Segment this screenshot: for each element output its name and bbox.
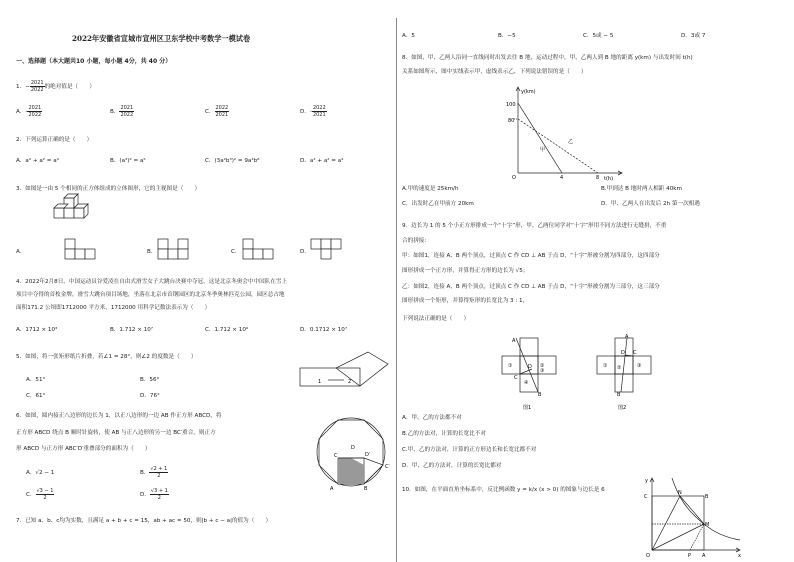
line-yi-label: 乙: [568, 139, 574, 145]
fig2-point-c: C: [633, 350, 637, 356]
q10-coordinate-figure: [642, 476, 752, 562]
q10-x-axis-label: x: [738, 553, 741, 559]
q7-stem: 7．已知 a、b、c均为实数，且满足 a + b + c = 15，ab + ac = 50，则|b + c − a|的值为（ ）: [16, 518, 272, 524]
q3-stem: 3．如图是一由 5 个相同的正方体组成的立体图形，它的主视图是（ ）: [16, 186, 201, 192]
q3-option-c-figure: [242, 238, 276, 262]
q9-option-d[interactable]: D．甲、乙的方法对，计算的长宽比都对: [402, 463, 502, 469]
q9-line3: 甲：如图1，连接 A、B 两个顶点，过顶点 C 作 CD ⊥ AB 于点 D，“十字”形被分割为四部分，这四部分: [402, 253, 660, 259]
q7-option-b[interactable]: B．−5: [498, 33, 516, 39]
fig1-point-b: B: [538, 392, 542, 398]
angle-2-label: 2: [348, 379, 352, 385]
q5-option-c[interactable]: C．61°: [26, 393, 46, 399]
column-divider: [396, 18, 397, 562]
q6-option-d[interactable]: D． $\frac{√3 + 1}{2}$: [140, 488, 168, 501]
q3-option-b[interactable]: B．: [147, 249, 157, 255]
q5-folded-rectangle-figure: [298, 350, 394, 390]
q9-line6: 图形拼成一个矩形，并算得矩形的长宽比为 3 : 1，: [402, 298, 529, 304]
y-tick-100: 100: [506, 102, 516, 108]
fig2-caption: 图2: [618, 405, 627, 411]
q6-octagon-figure: [313, 410, 393, 490]
q8-distance-time-graph: [496, 83, 626, 181]
q6-option-c[interactable]: C． $\frac{√3 - 1}{2}$: [26, 488, 54, 501]
q1-option-d[interactable]: D．- $\frac{2022}{2021}$: [300, 105, 326, 118]
q4-line1: 4．2022年2月8日，中国运动员谷爱凌在自由式滑雪女子大跳台决赛中夺冠，这是北京冬奥会中中国队在雪上: [16, 279, 288, 285]
q10-point-m: M: [705, 522, 710, 528]
fig2-region-1: ①: [603, 363, 608, 369]
q3-option-c[interactable]: C．: [231, 249, 241, 255]
q4-line2: 项目中夺得的首枚金牌，滑雪大跳台项目场地，坐落在北京市首钢园区的北京冬季奥林匹克公园，园区总占地: [16, 292, 285, 298]
x-tick-8: 8: [596, 175, 600, 181]
q9-option-b[interactable]: B.乙的方法对，计算的长宽比不对: [402, 431, 486, 437]
q10-point-c: C: [644, 494, 648, 500]
q2-option-a[interactable]: A．a² + a² = a⁴: [16, 158, 59, 164]
q1-option-a[interactable]: A．- $\frac{2021}{2022}$: [16, 105, 42, 118]
point-c-label: C: [334, 453, 338, 459]
q4-option-b[interactable]: B．1.712 × 10⁷: [110, 327, 154, 333]
q3-option-d-figure: [310, 238, 344, 262]
q8-line1: 8．如图，甲、乙两人沿同一直线同时出发去往 B 地，运动过程中，甲、乙两人到 B 地的距离 y(km) 与出发时间 t(h): [402, 55, 693, 61]
q8-option-d[interactable]: D．甲、乙两人在出发后 2h 第一次相遇: [601, 201, 700, 207]
q4-option-d[interactable]: D．0.1712 × 10⁷: [300, 327, 348, 333]
q8-option-b[interactable]: B.甲到达 B 地时两人相距 40km: [601, 186, 682, 192]
x-axis-label: t(h): [604, 176, 614, 182]
q10-point-a: A: [702, 553, 706, 559]
angle-1-label: 1: [318, 379, 322, 385]
fig2-point-b: B: [617, 392, 621, 398]
q6-line2: 正方形 ABCD 绕点 B 顺时针旋转，使 AB 与正八边形的另一边 BC′重合，则正方: [16, 430, 216, 436]
q9-option-a[interactable]: A．甲、乙的方法都不对: [402, 415, 462, 421]
fig1-point-d: D: [528, 364, 532, 370]
point-d-prime-label: D′: [365, 452, 370, 458]
q4-line3: 面积171.2 公顷即1712000 平方米，1712000 用科学记数法表示为（ ）: [16, 305, 211, 311]
q3-option-d[interactable]: D．: [300, 249, 310, 255]
y-axis-label: y(km): [521, 89, 536, 95]
fig1-point-c: C: [514, 375, 518, 381]
point-d-label: D: [351, 445, 355, 451]
q10-point-n: N: [678, 490, 682, 496]
fig1-region-2: ②: [540, 363, 545, 369]
q9-line7: 下列说法正确的是（ ）: [402, 316, 470, 322]
q9-option-c[interactable]: C.甲、乙的方法对，计算的正方形边长和长宽比都不对: [402, 447, 537, 453]
q4-option-a[interactable]: A．1712 × 10³: [16, 327, 58, 333]
left-column: [0, 0, 396, 562]
q5-option-a[interactable]: A．51°: [26, 377, 46, 383]
right-column: [398, 0, 794, 562]
q10-y-axis-label: y: [645, 478, 648, 484]
q4-option-c[interactable]: C．1.712 × 10⁶: [205, 327, 249, 333]
q6-line1: 6．如图，圆内接正八边形的边长为 1，以正八边形的一边 AB 作正方形 ABCD，将: [16, 413, 222, 419]
fig1-region-1: ①: [508, 363, 513, 369]
origin-label: O: [512, 175, 516, 181]
exam-title: 2022年安徽省宣城市宣州区卫东学校中考数学一模试卷: [72, 34, 251, 43]
y-tick-80: 80: [508, 118, 515, 124]
q2-option-d[interactable]: D．a² + a² = a⁴: [300, 158, 344, 164]
q10-stem: 10．如图，在平面直角坐标系中，反比例函数 y = k/x (x > 0) 的图象与边长是 6: [402, 487, 605, 493]
fig2-point-a: A: [625, 334, 629, 340]
q6-line3: 形 ABCD 与正方形 ABC′D′重叠部分的面积为（ ）: [16, 446, 151, 452]
section-heading: 一、选择题（本大题共10 小题，每小题 4分，共 40 分）: [16, 58, 172, 65]
q9-figure-1: [498, 334, 568, 414]
q9-line2: 合的拼接：: [402, 238, 430, 244]
q3-option-b-figure: [157, 238, 191, 262]
q6-option-a[interactable]: A．√2 − 1: [26, 470, 55, 476]
q3-option-a[interactable]: A．: [16, 249, 26, 255]
q5-option-b[interactable]: B．56°: [140, 377, 160, 383]
q9-line1: 9．边长为 1 的 5 个小正方形排成一个“十字”形，甲、乙两位同学对“十字”形用不同方法进行无缝拼，不重: [402, 223, 667, 229]
point-a-label: A: [330, 486, 334, 492]
fig2-region-2: ②: [617, 365, 622, 371]
q8-option-c[interactable]: C．出发时乙在甲前方 20km: [402, 201, 474, 207]
q3-solid-figure: [52, 196, 92, 226]
q5-option-d[interactable]: D．76°: [140, 393, 160, 399]
point-b-label: B: [364, 486, 368, 492]
q10-origin: O: [646, 553, 650, 559]
q2-option-b[interactable]: B．(a³)² = a⁵: [110, 158, 146, 164]
q2-option-c[interactable]: C．(3a²b³)² = 9a⁴b⁶: [205, 158, 260, 164]
line-jia-label: 甲: [540, 147, 546, 153]
q1-option-b[interactable]: B． $\frac{2021}{2022}$: [110, 105, 134, 118]
q7-option-a[interactable]: A．5: [402, 33, 415, 39]
fig1-region-4: ④: [524, 380, 529, 386]
q5-stem: 5．如图，将一张矩形纸片折叠，若∠1 = 28°，则∠2 的度数是（ ）: [16, 354, 197, 360]
fig1-region-3: ③: [540, 368, 545, 374]
q1-stem: 1．− $\frac{2021}{2022}$ 的绝对值是（ ）: [16, 80, 95, 93]
q2-stem: 2．下列运算正确的是（ ）: [16, 137, 93, 143]
q10-point-b: B: [705, 494, 709, 500]
q6-option-b[interactable]: B． $\frac{√2 + 1}{2}$: [140, 466, 168, 479]
point-c-prime-label: C′: [385, 464, 390, 470]
q8-option-a[interactable]: A.甲的速度是 25km/h: [402, 186, 459, 192]
fig1-point-a: A: [512, 338, 516, 344]
x-tick-4: 4: [560, 175, 564, 181]
q9-figure-2: [593, 334, 663, 414]
q8-line2: 关系如图所示，图中实线表示甲，虚线表示乙，下列说法错误的是（ ）: [402, 69, 587, 75]
q10-point-p: P: [688, 553, 692, 559]
q7-option-d[interactable]: D．3或 7: [681, 33, 706, 39]
q3-option-a-figure: [64, 238, 98, 262]
fig2-region-3: ③: [637, 363, 642, 369]
q1-option-c[interactable]: C． $\frac{2022}{2021}$: [205, 105, 229, 118]
fig2-point-d: D: [621, 350, 625, 356]
fig1-caption: 图1: [523, 405, 532, 411]
q9-line4: 图形拼成一个正方形，并算得正方形的边长为 √5；: [402, 268, 529, 274]
q9-line5: 乙：如图2，连接 A，B 两个顶点，过顶点 C 作 CD ⊥ AB 于点 D，“十字”形被分割为三部分，这三部分: [402, 284, 660, 290]
q7-option-c[interactable]: C．5或 − 5: [583, 33, 614, 39]
